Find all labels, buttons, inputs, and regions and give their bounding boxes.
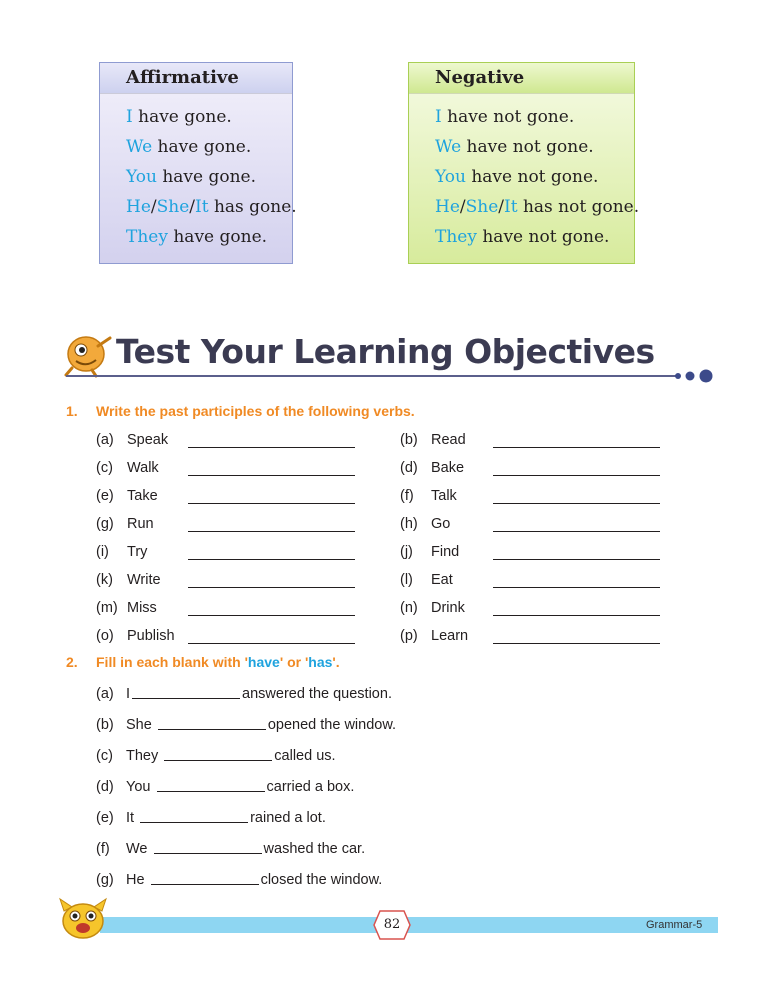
- answer-blank[interactable]: [188, 615, 355, 616]
- verb-item: (d) Bake: [400, 460, 465, 476]
- verb-item: (o) Publish: [96, 628, 175, 644]
- fill-item: (c) They called us.: [96, 748, 336, 764]
- affirmative-line: He/She/It has gone.: [126, 197, 297, 217]
- answer-blank[interactable]: [188, 503, 355, 504]
- answer-blank[interactable]: [493, 503, 660, 504]
- negative-box: [408, 62, 640, 264]
- negative-line: We have not gone.: [435, 137, 594, 157]
- fill-blank[interactable]: [151, 870, 259, 885]
- fill-item: (e) It rained a lot.: [96, 810, 326, 826]
- question-1-heading: 1. Write the past participles of the following verbs.: [66, 403, 415, 419]
- fill-blank[interactable]: [158, 715, 266, 730]
- verb-item: (h) Go: [400, 516, 451, 532]
- verb-item: (n) Drink: [400, 600, 465, 616]
- answer-blank[interactable]: [493, 643, 660, 644]
- question-2-heading: 2. Fill in each blank with 'have' or 'has'.: [66, 654, 340, 670]
- negative-heading: Negative: [409, 63, 634, 94]
- affirmative-line: We have gone.: [126, 137, 252, 157]
- fill-item: (a) I answered the question.: [96, 686, 392, 702]
- book-label: Grammar-5: [646, 919, 703, 931]
- affirmative-line: They have gone.: [126, 227, 268, 247]
- footer-mascot-icon: [58, 897, 108, 941]
- negative-line: I have not gone.: [435, 107, 575, 127]
- fill-item: (d) You carried a box.: [96, 779, 355, 795]
- answer-blank[interactable]: [493, 559, 660, 560]
- fill-item: (g) He closed the window.: [96, 872, 383, 888]
- verb-item: (e) Take: [96, 488, 158, 504]
- answer-blank[interactable]: [188, 587, 355, 588]
- affirmative-line: You have gone.: [126, 167, 257, 187]
- answer-blank[interactable]: [493, 587, 660, 588]
- verb-item: (b) Read: [400, 432, 466, 448]
- verb-item: (l) Eat: [400, 572, 453, 588]
- answer-blank[interactable]: [493, 447, 660, 448]
- fill-blank[interactable]: [154, 839, 262, 854]
- title-underline: [66, 375, 676, 377]
- verb-item: (f) Talk: [400, 488, 457, 504]
- verb-item: (c) Walk: [96, 460, 159, 476]
- fill-blank[interactable]: [157, 777, 265, 792]
- answer-blank[interactable]: [188, 559, 355, 560]
- section-title: Test Your Learning Objectives: [116, 332, 655, 371]
- section-header: [62, 326, 722, 386]
- fill-blank[interactable]: [132, 684, 240, 699]
- negative-list: [409, 94, 640, 252]
- answer-blank[interactable]: [188, 447, 355, 448]
- answer-blank[interactable]: [188, 643, 355, 644]
- verb-item: (p) Learn: [400, 628, 469, 644]
- verb-item: (a) Speak: [96, 432, 169, 448]
- answer-blank[interactable]: [493, 475, 660, 476]
- fill-blank[interactable]: [140, 808, 248, 823]
- negative-line: You have not gone.: [435, 167, 599, 187]
- page-number: 82: [383, 917, 401, 932]
- fill-item: (b) She opened the window.: [96, 717, 397, 733]
- verb-item: (m) Miss: [96, 600, 157, 616]
- affirmative-line: I have gone.: [126, 107, 232, 127]
- fill-blank[interactable]: [164, 746, 272, 761]
- answer-blank[interactable]: [188, 475, 355, 476]
- mascot-icon: [62, 328, 114, 378]
- verb-item: (g) Run: [96, 516, 154, 532]
- affirmative-list: [100, 94, 297, 252]
- dots-decoration-icon: [674, 369, 720, 383]
- answer-blank[interactable]: [493, 615, 660, 616]
- answer-blank[interactable]: [493, 531, 660, 532]
- negative-line: They have not gone.: [435, 227, 610, 247]
- fill-item: (f) We washed the car.: [96, 841, 366, 857]
- affirmative-heading: Affirmative: [100, 63, 292, 94]
- verb-item: (k) Write: [96, 572, 161, 588]
- negative-line: He/She/It has not gone.: [435, 197, 640, 217]
- verb-item: (j) Find: [400, 544, 460, 560]
- verb-item: (i) Try: [96, 544, 148, 560]
- affirmative-box: [99, 62, 297, 264]
- answer-blank[interactable]: [188, 531, 355, 532]
